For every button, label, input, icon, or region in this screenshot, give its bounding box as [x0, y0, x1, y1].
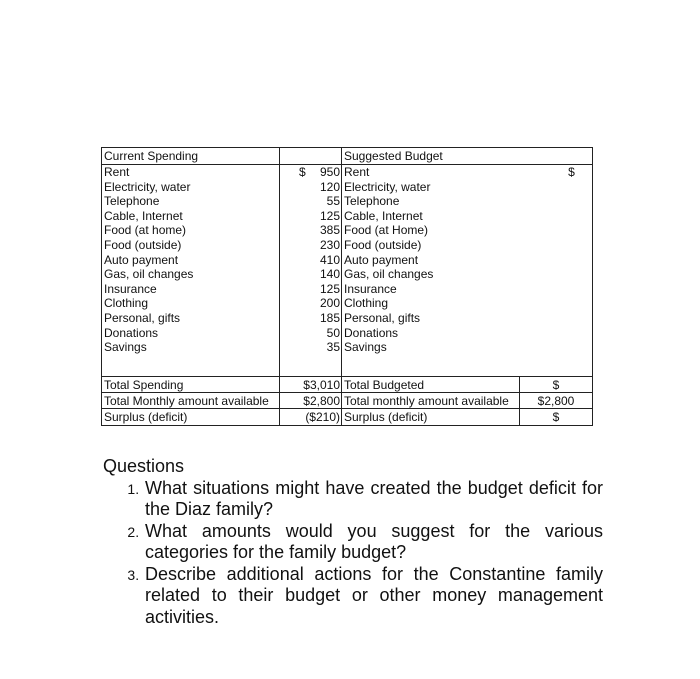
suggested-category: Cable, Internet [341, 209, 519, 224]
suggested-amount [519, 194, 592, 209]
suggested-category: Clothing [341, 296, 519, 311]
questions-section [103, 456, 603, 628]
suggested-amount [519, 296, 592, 311]
amount-value: 185 [319, 310, 340, 325]
current-category: Personal, gifts [102, 311, 280, 326]
budget-total-label: Total Budgeted [341, 377, 519, 393]
suggested-amount [519, 340, 592, 355]
suggested-amount [519, 209, 592, 224]
amount-value: 385 [319, 223, 340, 238]
budget-row [102, 165, 592, 180]
current-amount [280, 311, 341, 326]
table-header-row [102, 148, 592, 165]
suggested-amount [519, 311, 592, 326]
suggested-category: Gas, oil changes [341, 267, 519, 282]
budget-row [102, 267, 592, 282]
budget-table [101, 147, 593, 426]
suggested-category: Auto payment [341, 253, 519, 268]
suggested-category: Personal, gifts [341, 311, 519, 326]
budget-dollar-header [519, 148, 592, 164]
spacer-row [102, 355, 592, 377]
amount-value: 125 [319, 281, 340, 296]
questions-list [103, 478, 603, 629]
suggested-amount [519, 223, 592, 238]
currency-sign: $ [299, 165, 306, 179]
current-amount [280, 340, 341, 355]
suggested-budget-header: Suggested Budget [341, 148, 519, 164]
suggested-amount [519, 267, 592, 282]
current-amount [280, 282, 341, 297]
budget-row [102, 253, 592, 268]
amount-value: 140 [319, 267, 340, 282]
total-row [102, 409, 592, 425]
budget-total-value: $ [519, 409, 592, 425]
questions-title: Questions [103, 456, 185, 476]
current-category: Cable, Internet [102, 209, 280, 224]
total-label: Total Spending [102, 377, 280, 393]
budget-row [102, 238, 592, 253]
question-item: 3. Describe additional actions for the Constantine family related to their budget or other money management activities. [143, 564, 603, 629]
total-amount: ($210) [305, 409, 340, 424]
suggested-amount [519, 238, 592, 253]
total-label: Surplus (deficit) [102, 409, 280, 425]
current-amount [280, 209, 341, 224]
amount-value: 50 [326, 325, 340, 340]
budget-row [102, 326, 592, 341]
current-category: Gas, oil changes [102, 267, 280, 282]
current-category: Savings [102, 340, 280, 355]
budget-total-label: Surplus (deficit) [341, 409, 519, 425]
budget-total-label: Total monthly amount available [341, 393, 519, 409]
current-amount [280, 165, 341, 180]
total-amount: $3,010 [280, 377, 341, 393]
amount-value: 200 [319, 296, 340, 311]
current-category: Telephone [102, 194, 280, 209]
current-spending-header: Current Spending [102, 148, 280, 164]
budget-total-value: $ [519, 377, 592, 393]
budget-row [102, 311, 592, 326]
question-item: 1. What situations might have created the budget deficit for the Diaz family? [143, 478, 603, 521]
current-amount [280, 194, 341, 209]
question-item: 2. What amounts would you suggest for the various categories for the family budget? [143, 521, 603, 564]
amount-value: 125 [319, 208, 340, 223]
total-row [102, 377, 592, 393]
budget-row [102, 340, 592, 355]
budget-row [102, 180, 592, 195]
total-amount: $2,800 [280, 393, 341, 409]
suggested-category: Donations [341, 326, 519, 341]
current-category: Auto payment [102, 253, 280, 268]
suggested-category: Rent [341, 165, 519, 180]
budget-row [102, 194, 592, 209]
suggested-category: Food (outside) [341, 238, 519, 253]
suggested-category: Insurance [341, 282, 519, 297]
current-category: Rent [102, 165, 280, 180]
total-row [102, 393, 592, 409]
current-category: Insurance [102, 282, 280, 297]
current-amount [280, 223, 341, 238]
suggested-amount [519, 180, 592, 195]
budget-row [102, 296, 592, 311]
suggested-amount [519, 282, 592, 297]
amount-value: 230 [319, 237, 340, 252]
amount-value: 120 [319, 179, 340, 194]
budget-total-value: $2,800 [519, 393, 592, 409]
current-amount [280, 296, 341, 311]
current-category: Electricity, water [102, 180, 280, 195]
suggested-category: Telephone [341, 194, 519, 209]
budget-row [102, 223, 592, 238]
total-label: Total Monthly amount available [102, 393, 280, 409]
current-category: Donations [102, 326, 280, 341]
suggested-category: Food (at Home) [341, 223, 519, 238]
amount-value: 410 [319, 252, 340, 267]
current-category: Food (outside) [102, 238, 280, 253]
amount-value: 35 [326, 340, 340, 355]
suggested-amount: $ [568, 165, 575, 179]
current-amount [280, 180, 341, 195]
current-amount [280, 253, 341, 268]
suggested-category: Electricity, water [341, 180, 519, 195]
budget-row [102, 209, 592, 224]
suggested-amount [519, 326, 592, 341]
current-amount [280, 326, 341, 341]
current-amount [280, 267, 341, 282]
current-amount [280, 238, 341, 253]
amount-header [280, 148, 341, 164]
budget-row [102, 282, 592, 297]
current-category: Clothing [102, 296, 280, 311]
amount-value: 55 [326, 194, 340, 209]
suggested-category: Savings [341, 340, 519, 355]
current-category: Food (at home) [102, 223, 280, 238]
suggested-amount [519, 253, 592, 268]
amount-value: 950 [319, 165, 340, 179]
